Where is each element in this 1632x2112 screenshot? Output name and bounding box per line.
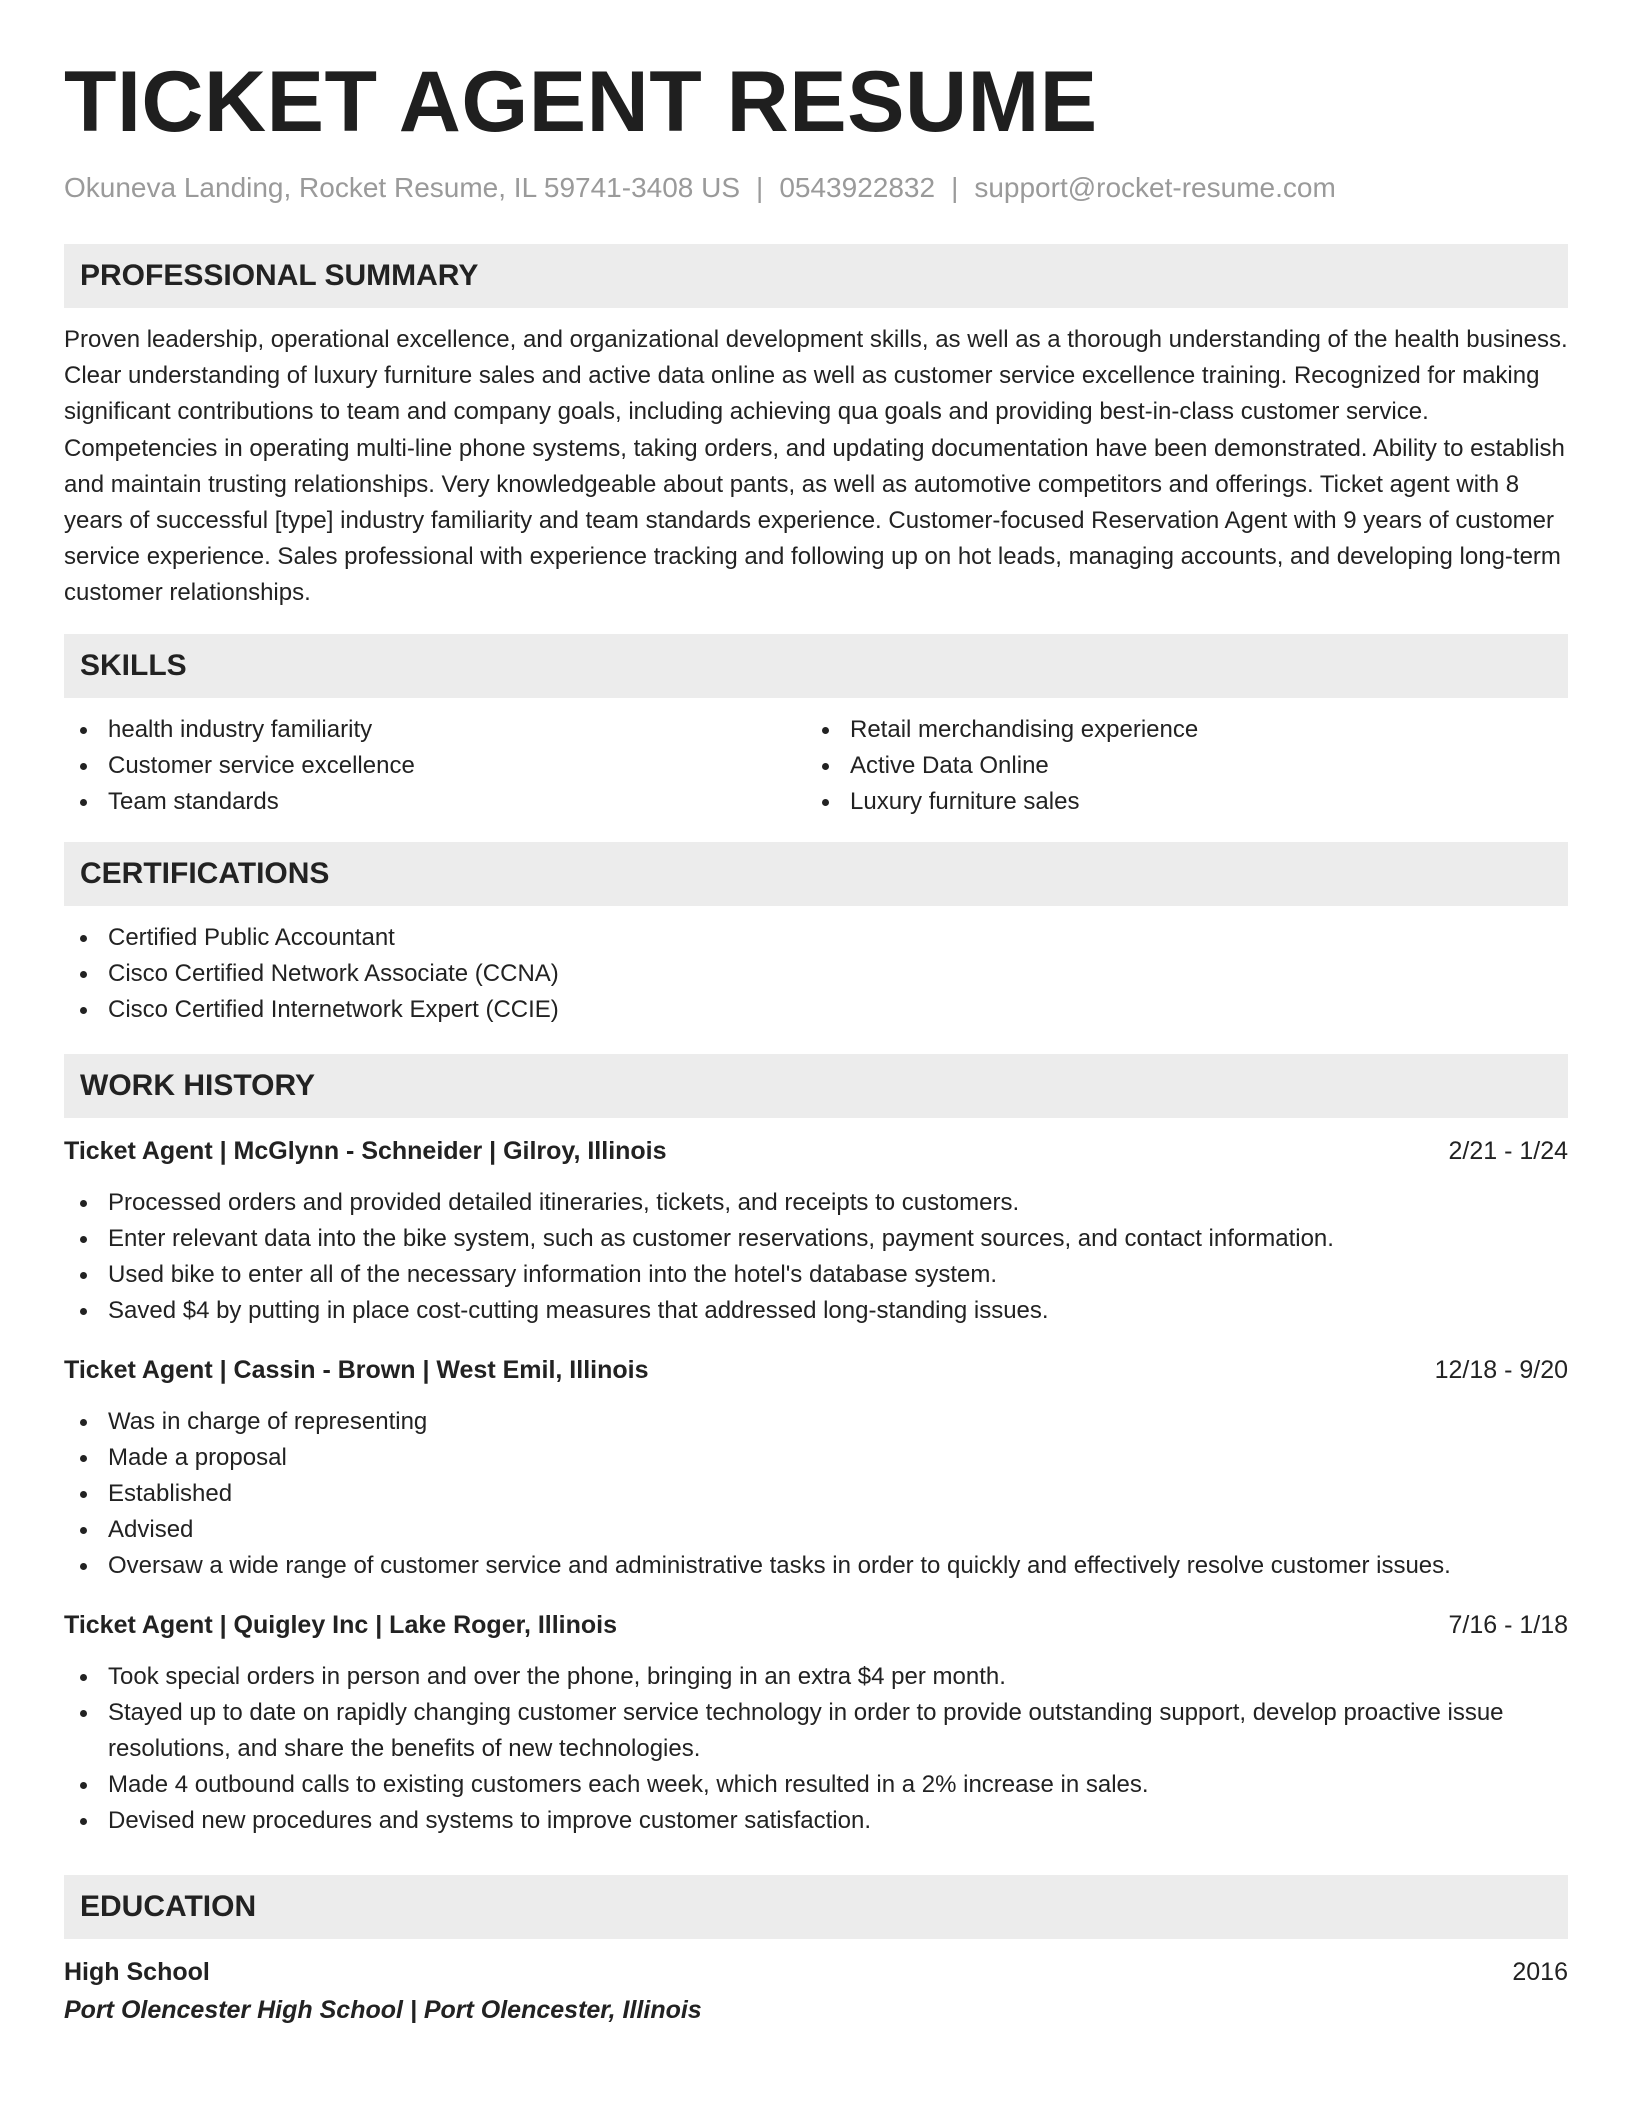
job-bullet: Stayed up to date on rapidly changing customer service technology in order to provide outstanding support, develop proactive issue resolutions, and share the benefits of new technologies.	[64, 1695, 1568, 1767]
job-bullet: Made a proposal	[64, 1440, 1568, 1476]
job-bullet: Made 4 outbound calls to existing customers each week, which resulted in a 2% increase in sales.	[64, 1767, 1568, 1803]
job-bullet: Processed orders and provided detailed itineraries, tickets, and receipts to customers.	[64, 1185, 1568, 1221]
job-bullet: Used bike to enter all of the necessary information into the hotel's database system.	[64, 1257, 1568, 1293]
certifications-list	[64, 906, 1568, 1028]
job-title: Ticket Agent | Quigley Inc | Lake Roger, Illinois	[64, 1610, 618, 1639]
skills-heading: SKILLS	[64, 634, 1568, 698]
skill-item: Active Data Online	[806, 748, 1548, 784]
job-date: 12/18 - 9/20	[1434, 1355, 1568, 1384]
contact-phone: 0543922832	[779, 172, 936, 203]
job-bullet: Saved $4 by putting in place cost-cutting measures that addressed long-standing issues.	[64, 1293, 1568, 1329]
job-bullet: Advised	[64, 1512, 1568, 1548]
certifications-heading: CERTIFICATIONS	[64, 842, 1568, 906]
job-entry	[64, 1134, 1568, 1329]
summary-text: Proven leadership, operational excellence, and organizational development skills, as well as a thorough understanding of the health business. Clear understanding of luxury furniture sales and active data online as well as customer service excellence training. Recognized for making significant contributions to team and company goals, including achieving qua goals and providing best-in-class customer service. Competencies in operating multi-line phone systems, taking orders, and updating documentation have been demonstrated. Ability to establish and maintain trusting relationships. Very knowledgeable about pants, as well as automotive competitors and offerings. Ticket agent with 8 years of successful [type] industry familiarity and team standards experience. Customer-focused Reservation Agent with 9 years of customer service experience. Sales professional with experience tracking and following up on hot leads, managing accounts, and developing long-term customer relationships.	[64, 326, 1568, 607]
summary-heading: PROFESSIONAL SUMMARY	[64, 244, 1568, 308]
job-header	[64, 1608, 1568, 1642]
resume-page	[64, 56, 1568, 2027]
job-bullet: Devised new procedures and systems to improve customer satisfaction.	[64, 1803, 1568, 1839]
job-entry	[64, 1353, 1568, 1584]
skill-item: Retail merchandising experience	[806, 712, 1548, 748]
job-header	[64, 1134, 1568, 1168]
job-bullets	[64, 1185, 1568, 1329]
skills-column-right	[806, 712, 1548, 820]
job-date: 2/21 - 1/24	[1448, 1136, 1568, 1165]
education-degree: High School	[64, 1957, 210, 1986]
job-bullet: Established	[64, 1476, 1568, 1512]
skill-item: health industry familiarity	[64, 712, 806, 748]
contact-address: Okuneva Landing, Rocket Resume, IL 59741-3408 US	[64, 172, 741, 203]
skills-column-left	[64, 712, 806, 820]
contact-separator: |	[951, 172, 959, 203]
certification-item: Cisco Certified Network Associate (CCNA)	[64, 956, 1568, 992]
job-bullet: Took special orders in person and over the phone, bringing in an extra $4 per month.	[64, 1659, 1568, 1695]
certification-item: Cisco Certified Internetwork Expert (CCIE)	[64, 992, 1568, 1028]
education-heading: EDUCATION	[64, 1875, 1568, 1939]
education-school: Port Olencester High School | Port Olencester, Illinois	[64, 1995, 702, 2024]
job-title: Ticket Agent | Cassin - Brown | West Emil, Illinois	[64, 1355, 649, 1384]
contact-email: support@rocket-resume.com	[974, 172, 1336, 203]
job-title: Ticket Agent | McGlynn - Schneider | Gilroy, Illinois	[64, 1136, 667, 1165]
education-header	[64, 1955, 1568, 1989]
job-entry	[64, 1608, 1568, 1839]
job-bullets	[64, 1404, 1568, 1584]
skill-item: Customer service excellence	[64, 748, 806, 784]
job-bullet: Was in charge of representing	[64, 1404, 1568, 1440]
skills-list	[64, 698, 1568, 820]
education-date: 2016	[1512, 1957, 1568, 1986]
resume-title: TICKET AGENT RESUME	[64, 54, 1098, 150]
job-bullet: Oversaw a wide range of customer service and administrative tasks in order to quickly and effectively resolve customer issues.	[64, 1548, 1568, 1584]
job-header	[64, 1353, 1568, 1387]
contact-separator: |	[756, 172, 764, 203]
contact-line	[64, 170, 1568, 206]
skill-item: Luxury furniture sales	[806, 784, 1548, 820]
skill-item: Team standards	[64, 784, 806, 820]
work-history-heading: WORK HISTORY	[64, 1054, 1568, 1118]
job-bullets	[64, 1659, 1568, 1839]
job-bullet: Enter relevant data into the bike system, such as customer reservations, payment sources, and contact information.	[64, 1221, 1568, 1257]
certification-item: Certified Public Accountant	[64, 920, 1568, 956]
job-date: 7/16 - 1/18	[1448, 1610, 1568, 1639]
education-entry	[64, 1955, 1568, 2027]
